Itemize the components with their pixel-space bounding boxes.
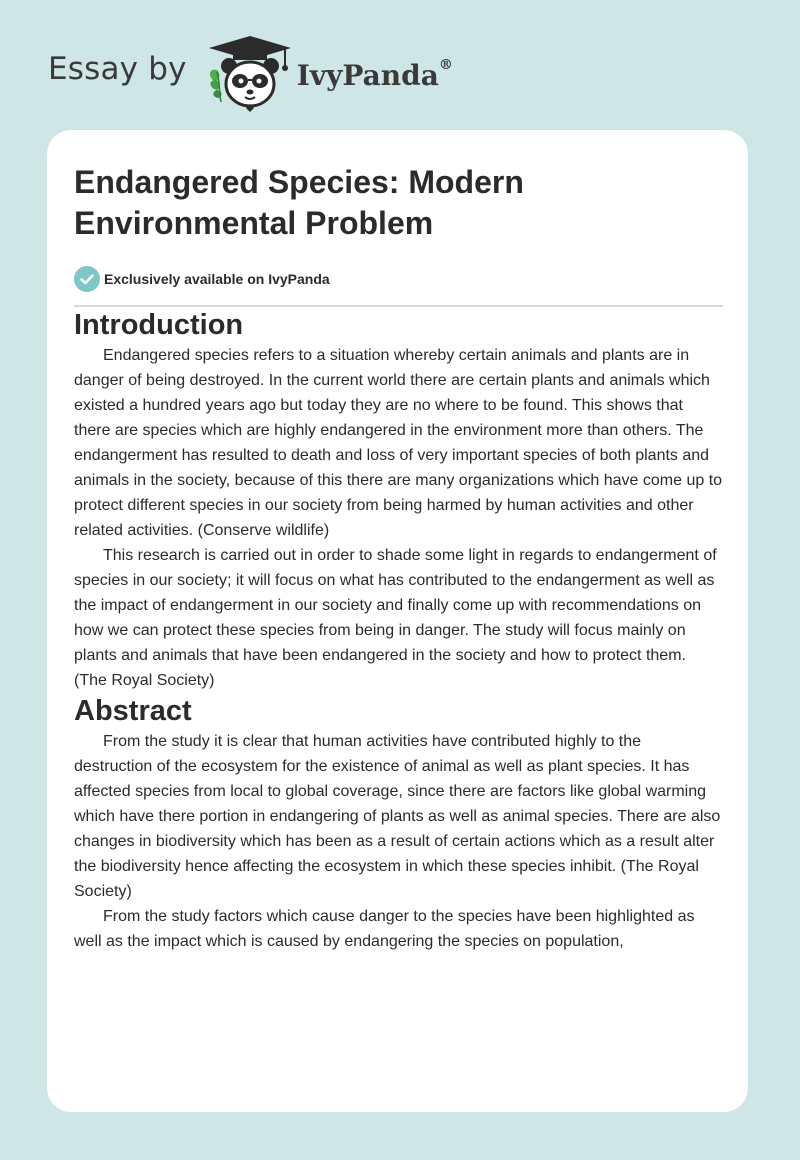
check-circle-icon <box>74 266 100 292</box>
brand-name: IvyPanda® <box>296 56 453 92</box>
brand-prefix: Essay by <box>48 51 187 87</box>
brand-header <box>48 32 453 112</box>
paragraph: Endangered species refers to a situation whereby certain animals and plants are in danger of being destroyed. In the current world there are certain plants and animals which existed a hundred years ago but today they are no where to be found. This shows that there are species which are highly endangered in the environment more than others. The endangerment has resulted to death and loss of very important species of both plants and animals in the society, because of this there are many organizations which have come up to protect different species in our society from being harmed by human activities and other related activities. (Conserve wildlife) <box>74 347 723 539</box>
section-heading-introduction: Introduction <box>74 309 244 341</box>
page-title: Endangered Species: Modern Environmental Problem <box>74 164 524 241</box>
section-heading-abstract: Abstract <box>74 695 192 727</box>
exclusive-badge <box>74 264 723 294</box>
essay-content <box>74 162 723 954</box>
paragraph: From the study factors which cause danger to the species have been highlighted as well as the impact which is caused by endangering the species on population, <box>74 908 695 950</box>
exclusive-label: Exclusively available on IvyPanda <box>104 271 330 287</box>
paragraph: This research is carried out in order to shade some light in regards to endangerment of species in our society; it will focus on what has contributed to the endangerment as well as the impact of endangerment in our society and finally come up with recommendations on how we can protect these species from being in danger. The study will focus mainly on plants and animals that have been endangered in the society and how to protect them. (The Royal Society) <box>74 547 717 689</box>
panda-graduate-icon <box>205 32 295 112</box>
essay-card <box>47 130 748 1112</box>
paragraph: From the study it is clear that human activities have contributed highly to the destruction of the ecosystem for the existence of animal as well as plant species. It has affected species from local to global coverage, since there are factors like global warming which have there portion in endangering of plants as well as animal species. There are also changes in biodiversity which has been as a result of certain actions which as a result alter the biodiversity hence affecting the ecosystem in which these species inhibit. (The Royal Society) <box>74 733 721 900</box>
